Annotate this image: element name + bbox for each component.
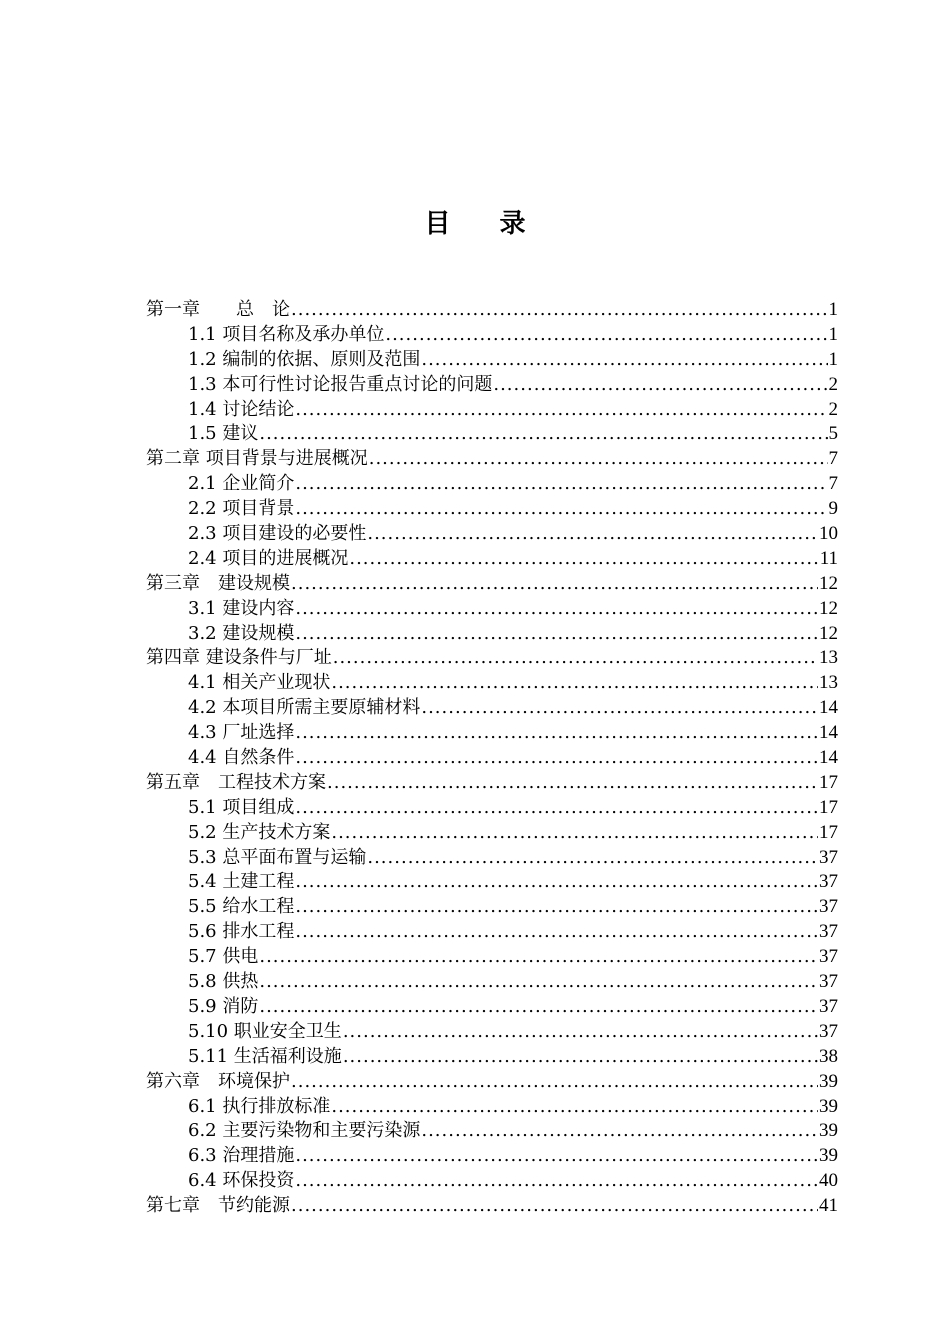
- table-of-contents: [146, 298, 838, 1219]
- toc-dot-leader: [331, 821, 818, 846]
- page-title: 目 录: [424, 209, 546, 239]
- toc-section-entry[interactable]: [146, 671, 838, 696]
- toc-dot-leader: [291, 1070, 818, 1095]
- toc-dot-leader: [259, 995, 818, 1020]
- toc-section-entry[interactable]: [146, 945, 838, 970]
- toc-dot-leader: [295, 796, 818, 821]
- toc-dot-leader: [295, 622, 818, 647]
- toc-section-entry[interactable]: [146, 348, 838, 373]
- toc-page-number: 12: [819, 572, 838, 594]
- toc-entry-label: 5.10 职业安全卫生: [188, 1020, 342, 1042]
- toc-section-entry[interactable]: [146, 970, 838, 995]
- toc-dot-leader: [343, 1020, 818, 1045]
- toc-dot-leader: [295, 597, 818, 622]
- toc-entry-label: 第六章 环境保护: [146, 1070, 290, 1092]
- toc-entry-label: 2.4 项目的进展概况: [188, 547, 349, 569]
- toc-page-number: 17: [819, 796, 838, 818]
- toc-page-number: 37: [819, 995, 838, 1017]
- toc-page-number: 13: [819, 672, 838, 694]
- toc-dot-leader: [291, 572, 818, 597]
- toc-entry-label: 第五章 工程技术方案: [146, 771, 326, 793]
- toc-entry-label: 3.1 建设内容: [188, 597, 295, 619]
- toc-section-entry[interactable]: [146, 846, 838, 871]
- toc-entry-label: 5.8 供热: [188, 971, 259, 993]
- toc-dot-leader: [295, 746, 818, 771]
- toc-section-entry[interactable]: [146, 920, 838, 945]
- toc-section-entry[interactable]: [146, 497, 838, 522]
- toc-page-number: 12: [819, 622, 838, 644]
- toc-entry-label: 2.3 项目建设的必要性: [188, 523, 367, 545]
- toc-page-number: 2: [828, 398, 838, 420]
- toc-page-number: 39: [819, 1120, 838, 1142]
- toc-dot-leader: [295, 895, 818, 920]
- toc-dot-leader: [367, 522, 818, 547]
- toc-page-number: 40: [819, 1170, 838, 1192]
- toc-entry-label: 1.5 建议: [188, 423, 259, 445]
- toc-entry-label: 5.11 生活福利设施: [188, 1045, 342, 1067]
- toc-section-entry[interactable]: [146, 373, 838, 398]
- toc-page-number: 11: [819, 547, 838, 569]
- toc-dot-leader: [333, 646, 818, 671]
- toc-page-number: 7: [828, 473, 838, 495]
- toc-dot-leader: [331, 671, 818, 696]
- toc-section-entry[interactable]: [146, 1020, 838, 1045]
- toc-page-number: 39: [819, 1095, 838, 1117]
- toc-dot-leader: [421, 1119, 818, 1144]
- toc-dot-leader: [295, 1169, 818, 1194]
- toc-page-number: 39: [819, 1145, 838, 1167]
- toc-dot-leader: [295, 497, 827, 522]
- toc-dot-leader: [331, 1095, 818, 1120]
- toc-section-entry[interactable]: [146, 821, 838, 846]
- toc-section-entry[interactable]: [146, 1095, 838, 1120]
- toc-page-number: 37: [819, 871, 838, 893]
- toc-dot-leader: [349, 547, 818, 572]
- toc-page-number: 37: [819, 946, 838, 968]
- toc-page-number: 37: [819, 1020, 838, 1042]
- toc-page-number: 39: [819, 1070, 838, 1092]
- toc-chapter-entry[interactable]: [146, 771, 838, 796]
- toc-dot-leader: [327, 771, 818, 796]
- toc-section-entry[interactable]: [146, 895, 838, 920]
- toc-entry-label: 6.4 环保投资: [188, 1170, 295, 1192]
- toc-page-number: 9: [828, 498, 838, 520]
- toc-page-number: 14: [819, 722, 838, 744]
- toc-section-entry[interactable]: [146, 422, 838, 447]
- toc-page-number: 37: [819, 921, 838, 943]
- toc-dot-leader: [493, 373, 827, 398]
- toc-section-entry[interactable]: [146, 995, 838, 1020]
- toc-section-entry[interactable]: [146, 1169, 838, 1194]
- toc-dot-leader: [295, 398, 827, 423]
- toc-page-number: 37: [819, 896, 838, 918]
- toc-section-entry[interactable]: [146, 622, 838, 647]
- toc-section-entry[interactable]: [146, 522, 838, 547]
- toc-section-entry[interactable]: [146, 1144, 838, 1169]
- toc-page-number: 1: [828, 323, 838, 345]
- toc-page-number: 17: [819, 821, 838, 843]
- toc-entry-label: 第七章 节约能源: [146, 1195, 290, 1217]
- toc-entry-label: 5.6 排水工程: [188, 921, 295, 943]
- toc-dot-leader: [385, 323, 827, 348]
- toc-section-entry[interactable]: [146, 547, 838, 572]
- toc-page-number: 14: [819, 697, 838, 719]
- toc-page-number: 38: [819, 1045, 838, 1067]
- toc-section-entry[interactable]: [146, 1045, 838, 1070]
- toc-entry-label: 5.7 供电: [188, 946, 259, 968]
- toc-dot-leader: [295, 870, 818, 895]
- toc-dot-leader: [295, 721, 818, 746]
- toc-section-entry[interactable]: [146, 398, 838, 423]
- toc-entry-label: 5.9 消防: [188, 995, 259, 1017]
- toc-dot-leader: [295, 472, 827, 497]
- toc-page-number: 1: [828, 299, 838, 320]
- toc-section-entry[interactable]: [146, 721, 838, 746]
- toc-entry-label: 1.2 编制的依据、原则及范围: [188, 348, 421, 370]
- toc-section-entry[interactable]: [146, 472, 838, 497]
- toc-entry-label: 5.2 生产技术方案: [188, 821, 331, 843]
- toc-entry-label: 第四章 建设条件与厂址: [146, 647, 332, 669]
- toc-dot-leader: [421, 696, 818, 721]
- toc-entry-label: 第三章 建设规模: [146, 572, 290, 594]
- toc-entry-label: 4.2 本项目所需主要原辅材料: [188, 697, 421, 719]
- toc-page-number: 7: [828, 448, 838, 470]
- toc-entry-label: 3.2 建设规模: [188, 622, 295, 644]
- toc-entry-label: 5.1 项目组成: [188, 796, 295, 818]
- toc-page-number: 17: [819, 771, 838, 793]
- toc-entry-label: 4.3 厂址选择: [188, 722, 295, 744]
- toc-entry-label: 5.4 土建工程: [188, 871, 295, 893]
- toc-dot-leader: [367, 846, 818, 871]
- toc-section-entry[interactable]: [146, 597, 838, 622]
- toc-entry-label: 6.1 执行排放标准: [188, 1095, 331, 1117]
- toc-entry-label: 2.2 项目背景: [188, 498, 295, 520]
- toc-page-number: 5: [828, 423, 838, 445]
- toc-entry-label: 2.1 企业简介: [188, 473, 295, 495]
- toc-chapter-entry[interactable]: [146, 447, 838, 472]
- toc-page-number: 2: [828, 373, 838, 395]
- toc-page-number: 10: [819, 523, 838, 545]
- toc-dot-leader: [291, 1194, 818, 1219]
- toc-chapter-entry[interactable]: [146, 572, 838, 597]
- toc-entry-label: 1.3 本可行性讨论报告重点讨论的问题: [188, 373, 493, 395]
- toc-entry-label: 5.3 总平面布置与运输: [188, 846, 367, 868]
- toc-chapter-entry[interactable]: [146, 1070, 838, 1095]
- toc-section-entry[interactable]: [146, 746, 838, 771]
- toc-section-entry[interactable]: [146, 870, 838, 895]
- toc-dot-leader: [369, 447, 828, 472]
- toc-page-number: 13: [819, 647, 838, 669]
- toc-dot-leader: [343, 1045, 818, 1070]
- toc-section-entry[interactable]: [146, 696, 838, 721]
- toc-entry-label: 第一章 总 论: [146, 299, 290, 320]
- toc-dot-leader: [295, 1144, 818, 1169]
- toc-chapter-entry[interactable]: [146, 298, 838, 323]
- toc-dot-leader: [291, 298, 828, 323]
- toc-entry-label: 第二章 项目背景与进展概况: [146, 448, 368, 470]
- toc-dot-leader: [259, 970, 818, 995]
- toc-page-number: 14: [819, 747, 838, 769]
- toc-section-entry[interactable]: [146, 323, 838, 348]
- toc-section-entry[interactable]: [146, 796, 838, 821]
- toc-entry-label: 6.3 治理措施: [188, 1145, 295, 1167]
- toc-page-number: 37: [819, 846, 838, 868]
- toc-entry-label: 1.1 项目名称及承办单位: [188, 323, 385, 345]
- toc-entry-label: 4.4 自然条件: [188, 747, 295, 769]
- toc-page-number: 1: [828, 348, 838, 370]
- toc-section-entry[interactable]: [146, 1119, 838, 1144]
- toc-page-number: 12: [819, 597, 838, 619]
- toc-entry-label: 6.2 主要污染物和主要污染源: [188, 1120, 421, 1142]
- toc-page-number: 41: [819, 1195, 838, 1217]
- toc-entry-label: 1.4 讨论结论: [188, 398, 295, 420]
- toc-entry-label: 4.1 相关产业现状: [188, 672, 331, 694]
- toc-dot-leader: [259, 945, 818, 970]
- toc-dot-leader: [259, 422, 827, 447]
- toc-chapter-entry[interactable]: [146, 1194, 838, 1219]
- toc-entry-label: 5.5 给水工程: [188, 896, 295, 918]
- toc-chapter-entry[interactable]: [146, 646, 838, 671]
- toc-dot-leader: [295, 920, 818, 945]
- toc-page-number: 37: [819, 971, 838, 993]
- toc-dot-leader: [421, 348, 827, 373]
